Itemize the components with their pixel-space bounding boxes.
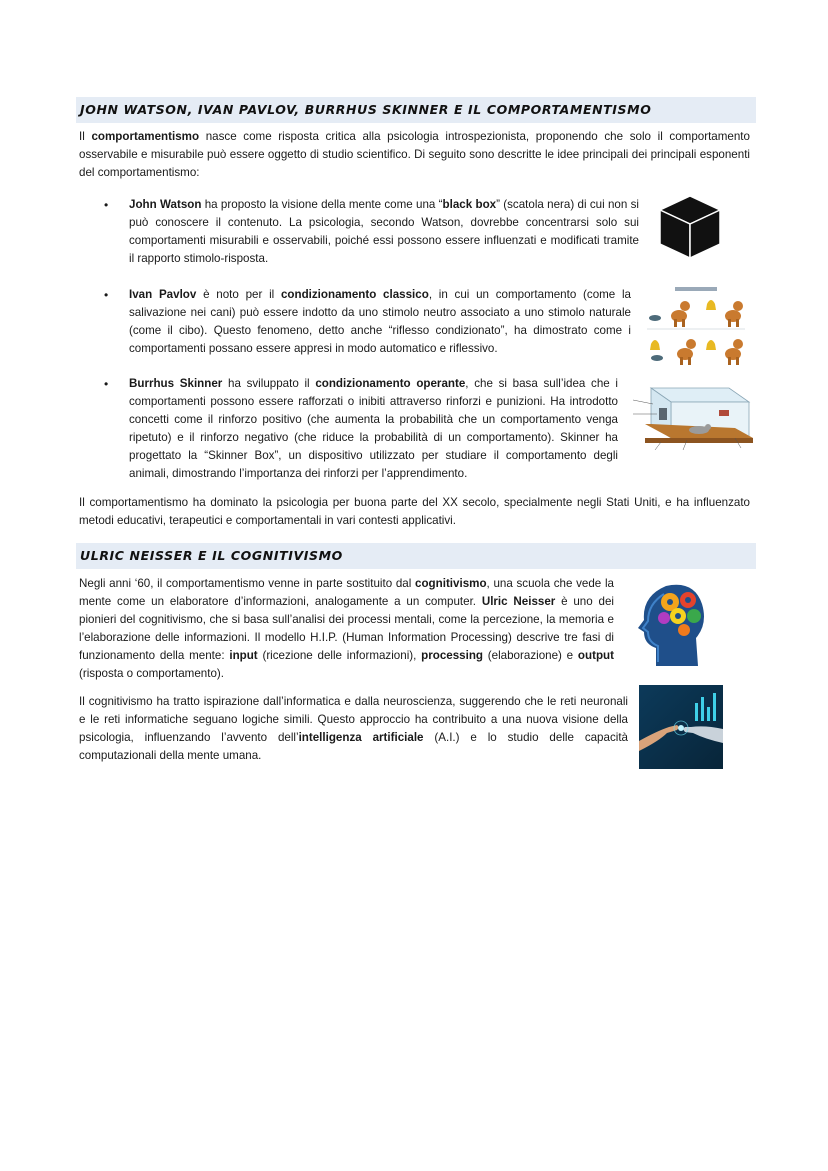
black-box-cube-image — [657, 194, 723, 260]
skinner-box-image — [631, 380, 755, 456]
ai-robot-human-hands-image — [639, 685, 723, 769]
cognitivism-paragraph-2: Il cognitivismo ha tratto ispirazione dall’informatica e dalla neuroscienza, suggerendo che le reti neuronali e le reti informatiche seguano logiche simili. Questo approccio ha contribuito a una nuova visione della psicologia, influenzando l’avvento dell’intelligenza artificiale (A.I.) e lo studio delle capacità computazionali della mente umana. — [79, 695, 628, 762]
bullet-skinner: Burrhus Skinner ha sviluppato il condizionamento operante, che si basa sull’idea che i comportamenti possono essere rafforzati o inibiti attraverso rinforzi e punizioni. Ha introdotto concetti come il rinforzo positivo (che aumenta la probabilità che un comportamento venga ripetuto) e il rinforzo negativo (che riduce la probabilità di un comportamento). Skinner ha progettato la “Skinner Box”, un dispositivo utilizzato per studiare il comportamento degli animali, dimostrando l’importanza dei rinforzi per l’apprendimento. — [129, 377, 618, 480]
bullet-marker: • — [104, 288, 109, 302]
closing-paragraph-comportamentismo: Il comportamentismo ha dominato la psicologia per buona parte del XX secolo, specialmente negli Stati Uniti, e ha influenzato metodi educativi, terapeutici e comportamentali in vari contesti applicativi. — [79, 496, 750, 527]
cognitivism-paragraph-1: Negli anni ‘60, il comportamentismo venne in parte sostituito dal cognitivismo, una scuola che vede la mente come un elaboratore d’informazioni, analogamente a un computer. Ulric Neisser è uno dei pionieri del cognitivismo, che si basa sull’analisi dei processi mentali, come la percezione, la memoria e l’elaborazione delle informazioni. Il modello H.I.P. (Human Information Processing) descrive tre fasi di funzionamento della mente: input (ricezione delle informazioni), processing (elaborazione) e output (risposta o comportamento). — [79, 577, 614, 680]
section-title: ULRIC NEISSER E IL COGNITIVISMO — [80, 548, 343, 563]
intro-paragraph: Il comportamentismo nasce come risposta critica alla psicologia introspezionista, proponendo che solo il comportamento osservabile e misurabile può essere oggetto di studio scientifico. Di seguito sono descritte le idee principali dei principali esponenti del comportamentismo: — [79, 130, 750, 179]
bullet-pavlov: Ivan Pavlov è noto per il condizionamento classico, in cui un comportamento (come la salivazione nei cani) può essere indotto da uno stimolo neutro associato a uno stimolo naturale (come il cibo). Questo fenomeno, detto anche “riflesso condizionato”, ha dimostrato come i comportamenti possano essere appresi in modo automatico e riflessivo. — [129, 288, 632, 355]
brain-gears-head-image — [636, 578, 710, 668]
section-header-cognitivismo — [76, 543, 756, 569]
pavlov-experiment-image — [645, 286, 747, 368]
bullet-marker: • — [104, 198, 109, 212]
section-header-comportamentismo — [76, 97, 756, 123]
section-title: JOHN WATSON, IVAN PAVLOV, BURRHUS SKINNER E IL COMPORTAMENTISMO — [80, 102, 652, 117]
bullet-watson: John Watson ha proposto la visione della mente come una “black box” (scatola nera) di cui non si può conoscere il contenuto. La psicologia, secondo Watson, dovrebbe concentrarsi solo sui comportamenti misurabili e osservabili, poiché essi possono essere influenzati e modificati tramite il rapporto stimolo-risposta. — [129, 198, 639, 265]
bullet-marker: • — [104, 377, 109, 391]
